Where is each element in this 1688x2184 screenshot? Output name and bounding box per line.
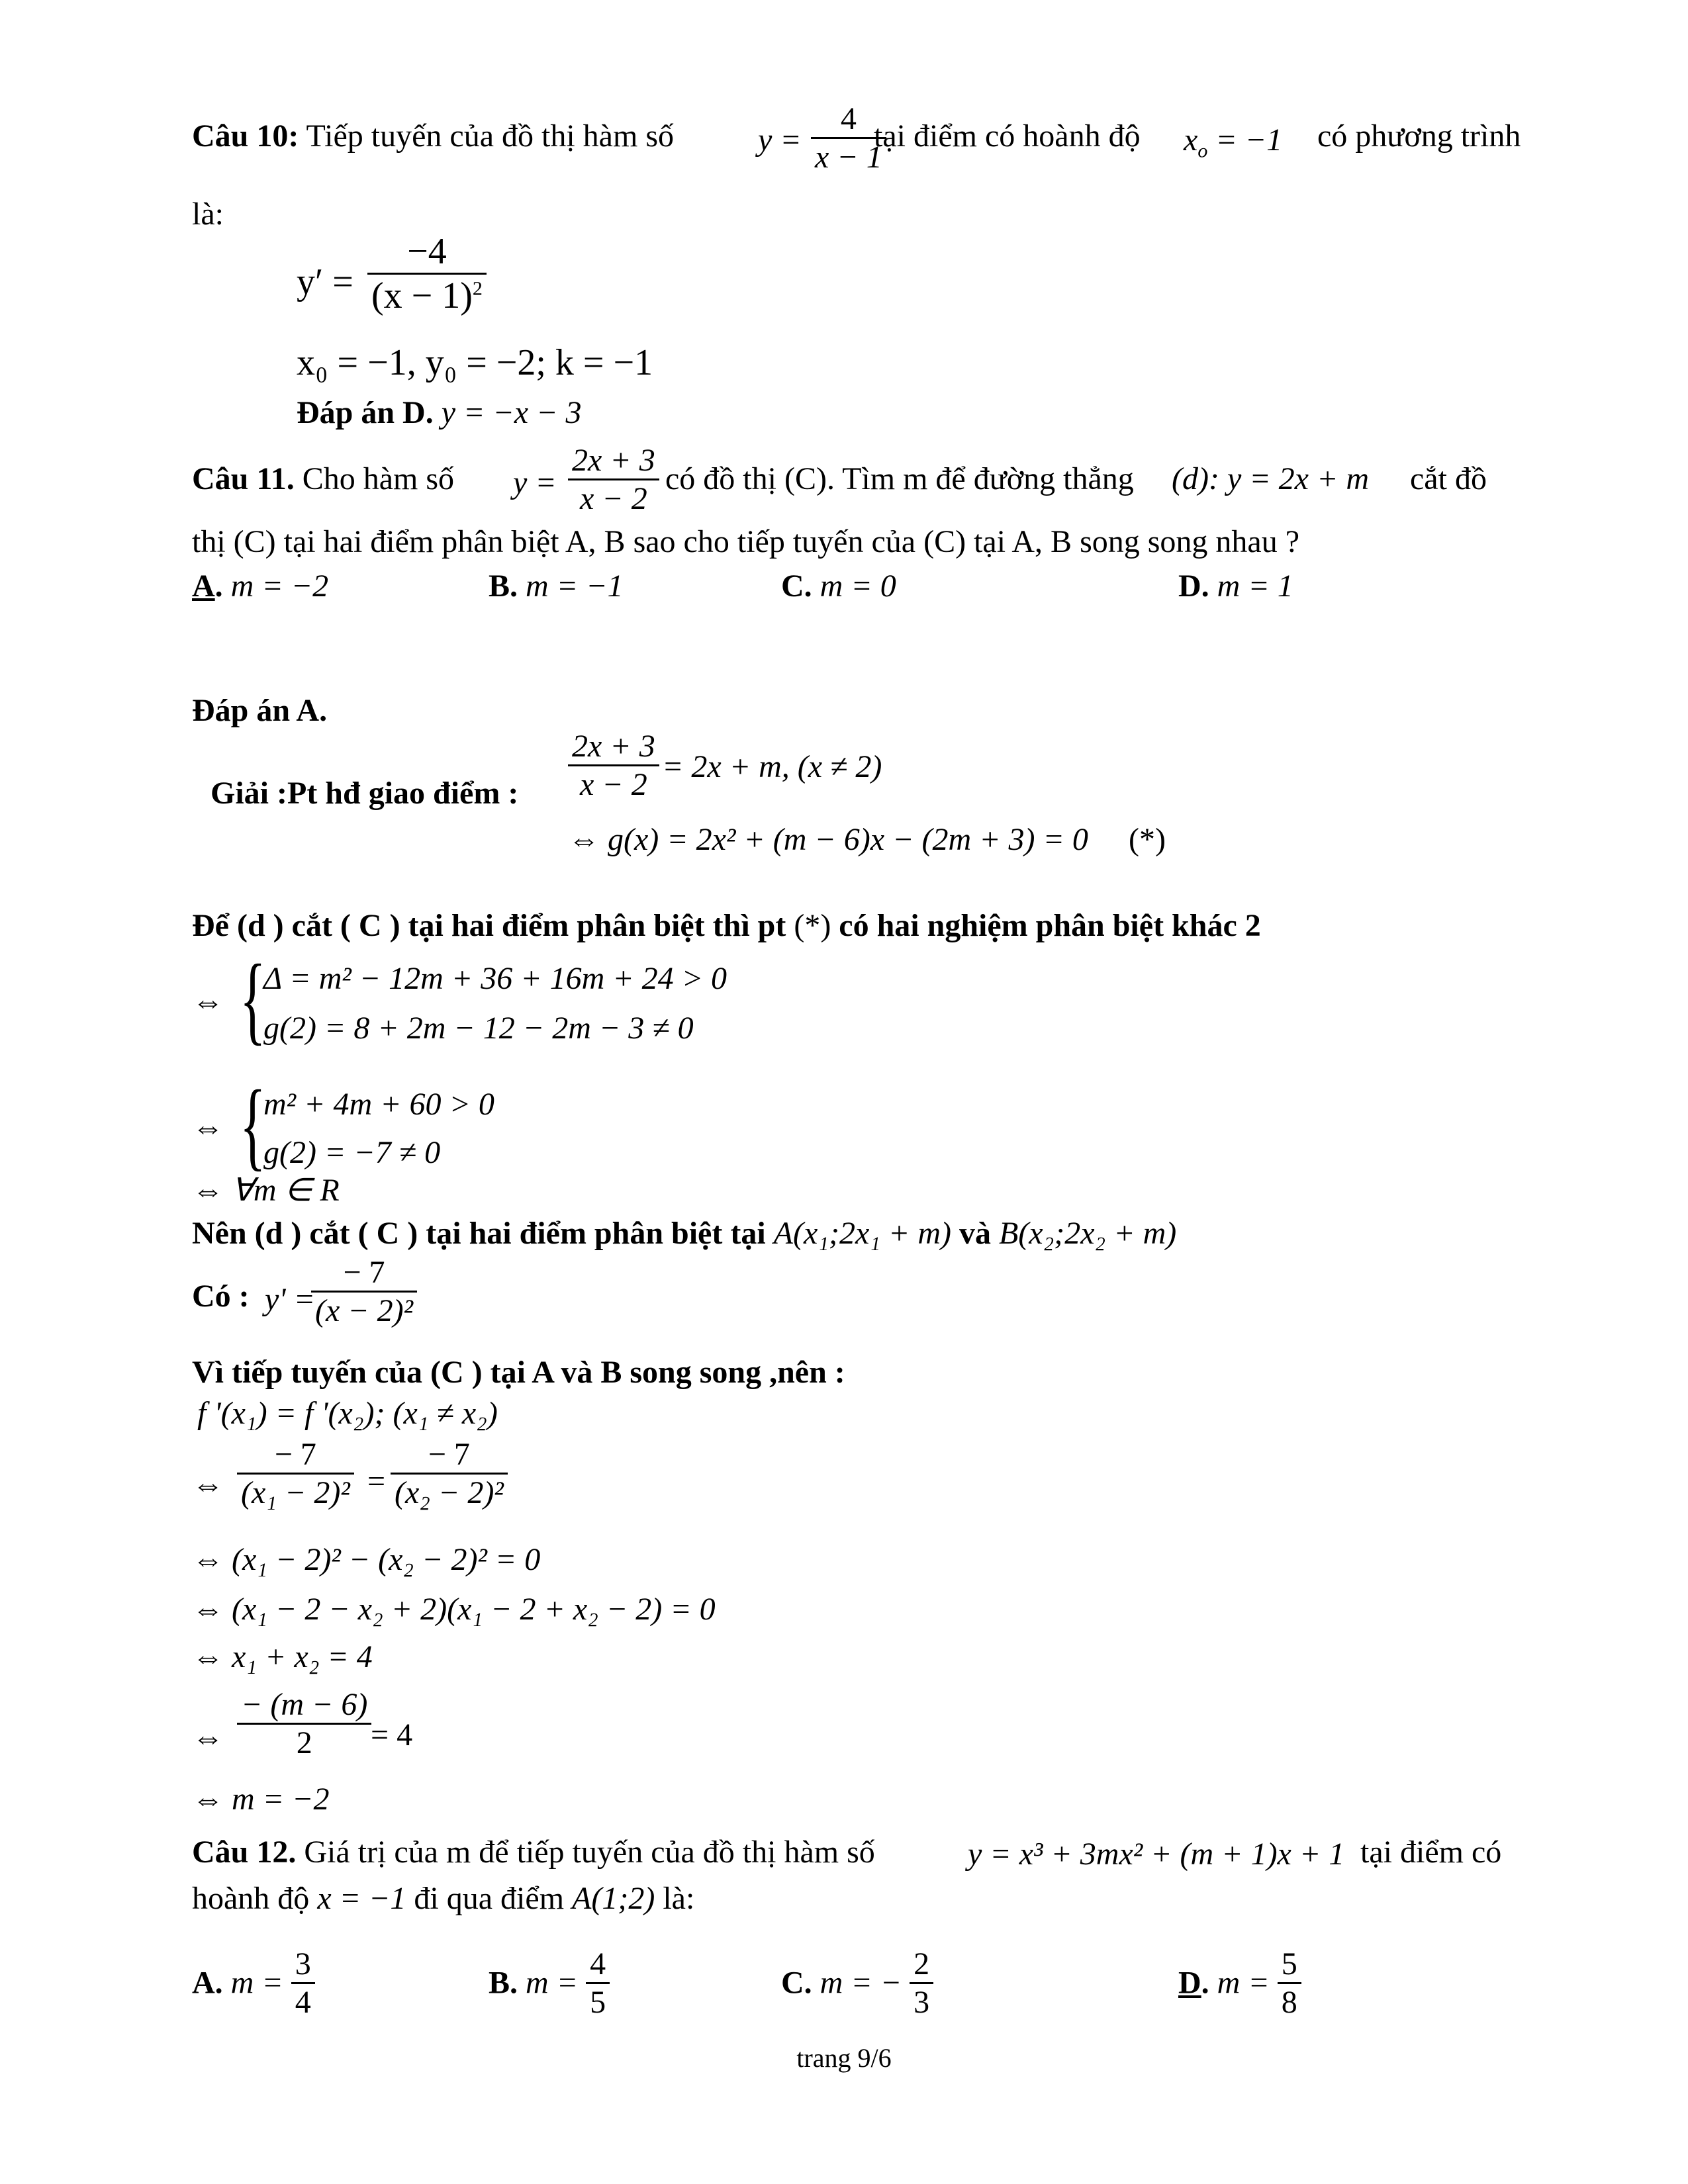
q10-x0: $x_o = -1$ (1184, 122, 1283, 162)
q11-co-frac (311, 1254, 417, 1329)
q12-line2: hoành độ x = −1 đi qua điểm A(1;2) là: (192, 1881, 695, 1916)
q10-answer-label: Đáp án D. (297, 395, 434, 430)
q11-p7: ⇔ m = −2 (192, 1782, 330, 1817)
q11-line-eq: (d): y = 2x + m (1172, 461, 1370, 496)
q10-deriv-num: −4 (367, 230, 487, 275)
q12-option-c[interactable]: C. m = − $\frac{2}{3}$ (781, 1946, 933, 2021)
q11-p6-num: − (m − 6) (237, 1686, 371, 1725)
q11-p2-num1: − 7 (237, 1436, 354, 1475)
q11-sys2-l1: m² + 4m + 60 > 0 (263, 1087, 494, 1122)
q10-text-b: tại điểm có hoành độ (874, 118, 1141, 154)
q11-func-den: x − 2 (580, 481, 647, 517)
q12-option-b[interactable]: B. m = $\frac{4}{5}$ (489, 1946, 610, 2021)
q10-line1 (192, 120, 674, 152)
q11-line1 (192, 463, 454, 495)
q11-p6-frac (237, 1686, 371, 1761)
q11-sys1-l1: Δ = m² − 12m + 36 + 16m + 24 > 0 (263, 961, 727, 996)
q11-eq2: ⇔ g(x) = 2x² + (m − 6)x − (2m + 3) = 0 (568, 822, 1088, 857)
q11-point-b: B(x₂;2x₂ + m) (998, 1216, 1177, 1251)
q11-option-a[interactable]: A. m = −2 (192, 569, 329, 604)
q11-points-line: Nên (d ) cắt ( C ) tại hai điểm phân biệt tại A(x₁;2x₁ + m) và B(x₂;2x₂ + m) (192, 1216, 1177, 1251)
q11-p2-den2: (x₂ − 2)² (395, 1475, 504, 1511)
q12-x-val: x = −1 (317, 1881, 406, 1916)
q11-option-b[interactable]: B. m = −1 (489, 569, 624, 604)
q10-answer (297, 397, 582, 429)
q11-p6-den: 2 (296, 1725, 312, 1761)
q11-co-num: − 7 (311, 1254, 417, 1293)
q10-func-lhs: y = (758, 122, 802, 158)
q10-func-den: x − 1 (815, 140, 882, 175)
q11-parallel-text: Vì tiếp tuyến của (C ) tại A và B song song ,nên : (192, 1355, 845, 1390)
q11-func-frac (568, 442, 659, 517)
q11-p3: ⇔ (x₁ − 2)² − (x₂ − 2)² = 0 (192, 1542, 541, 1577)
q10-func-num: 4 (811, 101, 886, 139)
q10-text-d: là: (192, 197, 224, 232)
q11-text-b: có đồ thị (C). Tìm m để đường thẳng (665, 461, 1134, 496)
q11-cond-heading: Để (d ) cắt ( C ) tại hai điểm phân biệt thì pt (*) có hai nghiệm phân biệt khác 2 (192, 908, 1261, 943)
q10-answer-val: y = −x − 3 (441, 395, 582, 430)
q10-deriv-frac (367, 230, 487, 318)
q11-sys1-brace: { (240, 944, 266, 1054)
q11-p6-equiv: ⇔ (192, 1720, 224, 1755)
q11-p2-equiv: ⇔ (192, 1467, 224, 1502)
q11-co-label: Có : (192, 1279, 250, 1314)
q11-solve-label: Giải :Pt hđ giao điểm : (211, 776, 519, 811)
q11-p2-eq: = (367, 1464, 386, 1499)
q12-text-a: Giá trị của m để tiếp tuyến của đồ thị hàm số (304, 1835, 875, 1870)
q11-eq1-num: 2x + 3 (568, 728, 659, 766)
q11-point-a: A(x₁;2x₁ + m) (773, 1216, 951, 1251)
q11-co-den: (x − 2)² (315, 1293, 414, 1329)
q11-text-a: Cho hàm số (302, 461, 455, 496)
q11-option-d[interactable]: D. m = 1 (1178, 569, 1293, 604)
q12-point: A(1;2) (572, 1881, 655, 1916)
q11-text-c: cắt đồ (1410, 461, 1487, 496)
q11-co-lhs: y' = (265, 1282, 315, 1317)
q11-func-lhs: y = (513, 465, 557, 500)
q11-p2-frac2 (391, 1436, 508, 1511)
q12-option-a[interactable]: A. m = $\frac{3}{4}$ (192, 1946, 315, 2021)
q12-option-d[interactable]: D. m = $\frac{5}{8}$ (1178, 1946, 1301, 2021)
q11-sys1-equiv: ⇔ (192, 984, 224, 1019)
q11-p2-den1: (x₁ − 2)² (241, 1475, 350, 1511)
q10-label: Câu 10: (192, 118, 299, 154)
q11-p1: f '(x₁) = f '(x₂); (x₁ ≠ x₂) (197, 1396, 498, 1431)
q10-deriv-lhs: y′ = (297, 261, 353, 302)
q11-p5: ⇔ x₁ + x₂ = 4 (192, 1639, 373, 1674)
q12-line1 (192, 1837, 875, 1868)
q11-eq1-rhs: = 2x + m, (x ≠ 2) (662, 749, 882, 784)
q11-text-d: thị (C) tại hai điểm phân biệt A, B sao cho tiếp tuyến của (C) tại A, B song song nhau ? (192, 524, 1300, 559)
q11-func-num: 2x + 3 (568, 442, 659, 480)
q10-values: x₀ = −1, y₀ = −2; k = −1 (297, 342, 653, 383)
q11-p4: ⇔ (x₁ − 2 − x₂ + 2)(x₁ − 2 + x₂ − 2) = 0 (192, 1592, 716, 1627)
q12-text-b: tại điểm có (1360, 1835, 1502, 1870)
q11-option-c[interactable]: C. m = 0 (781, 569, 896, 604)
q11-forall: ⇔ ∀m ∈ R (192, 1173, 340, 1208)
q11-eq1-frac (568, 728, 659, 803)
q12-label: Câu 12. (192, 1835, 297, 1870)
q11-answer-heading: Đáp án A. (192, 693, 328, 728)
q11-p6-rhs: = 4 (371, 1717, 413, 1752)
q11-eq1-den: x − 2 (580, 767, 647, 803)
q10-text-c: có phương trình (1317, 118, 1521, 154)
q11-sys1-l2: g(2) = 8 + 2m − 12 − 2m − 3 ≠ 0 (263, 1011, 694, 1046)
q10-text-a: Tiếp tuyến của đồ thị hàm số (306, 118, 674, 154)
q11-p2-frac1 (237, 1436, 354, 1511)
q10-deriv-den: $(x - 1)^2$ (371, 275, 483, 317)
q11-sys2-brace: { (240, 1070, 266, 1180)
q11-sys2-l2: g(2) = −7 ≠ 0 (263, 1135, 441, 1170)
q11-label: Câu 11. (192, 461, 295, 496)
q11-sys2-equiv: ⇔ (192, 1110, 224, 1145)
page-number: trang 9/6 (796, 2043, 892, 2073)
q11-p2-num2: − 7 (391, 1436, 508, 1475)
q12-func: y = x³ + 3mx² + (m + 1)x + 1 (968, 1837, 1345, 1872)
q11-eq2-tag: (*) (1129, 822, 1166, 857)
